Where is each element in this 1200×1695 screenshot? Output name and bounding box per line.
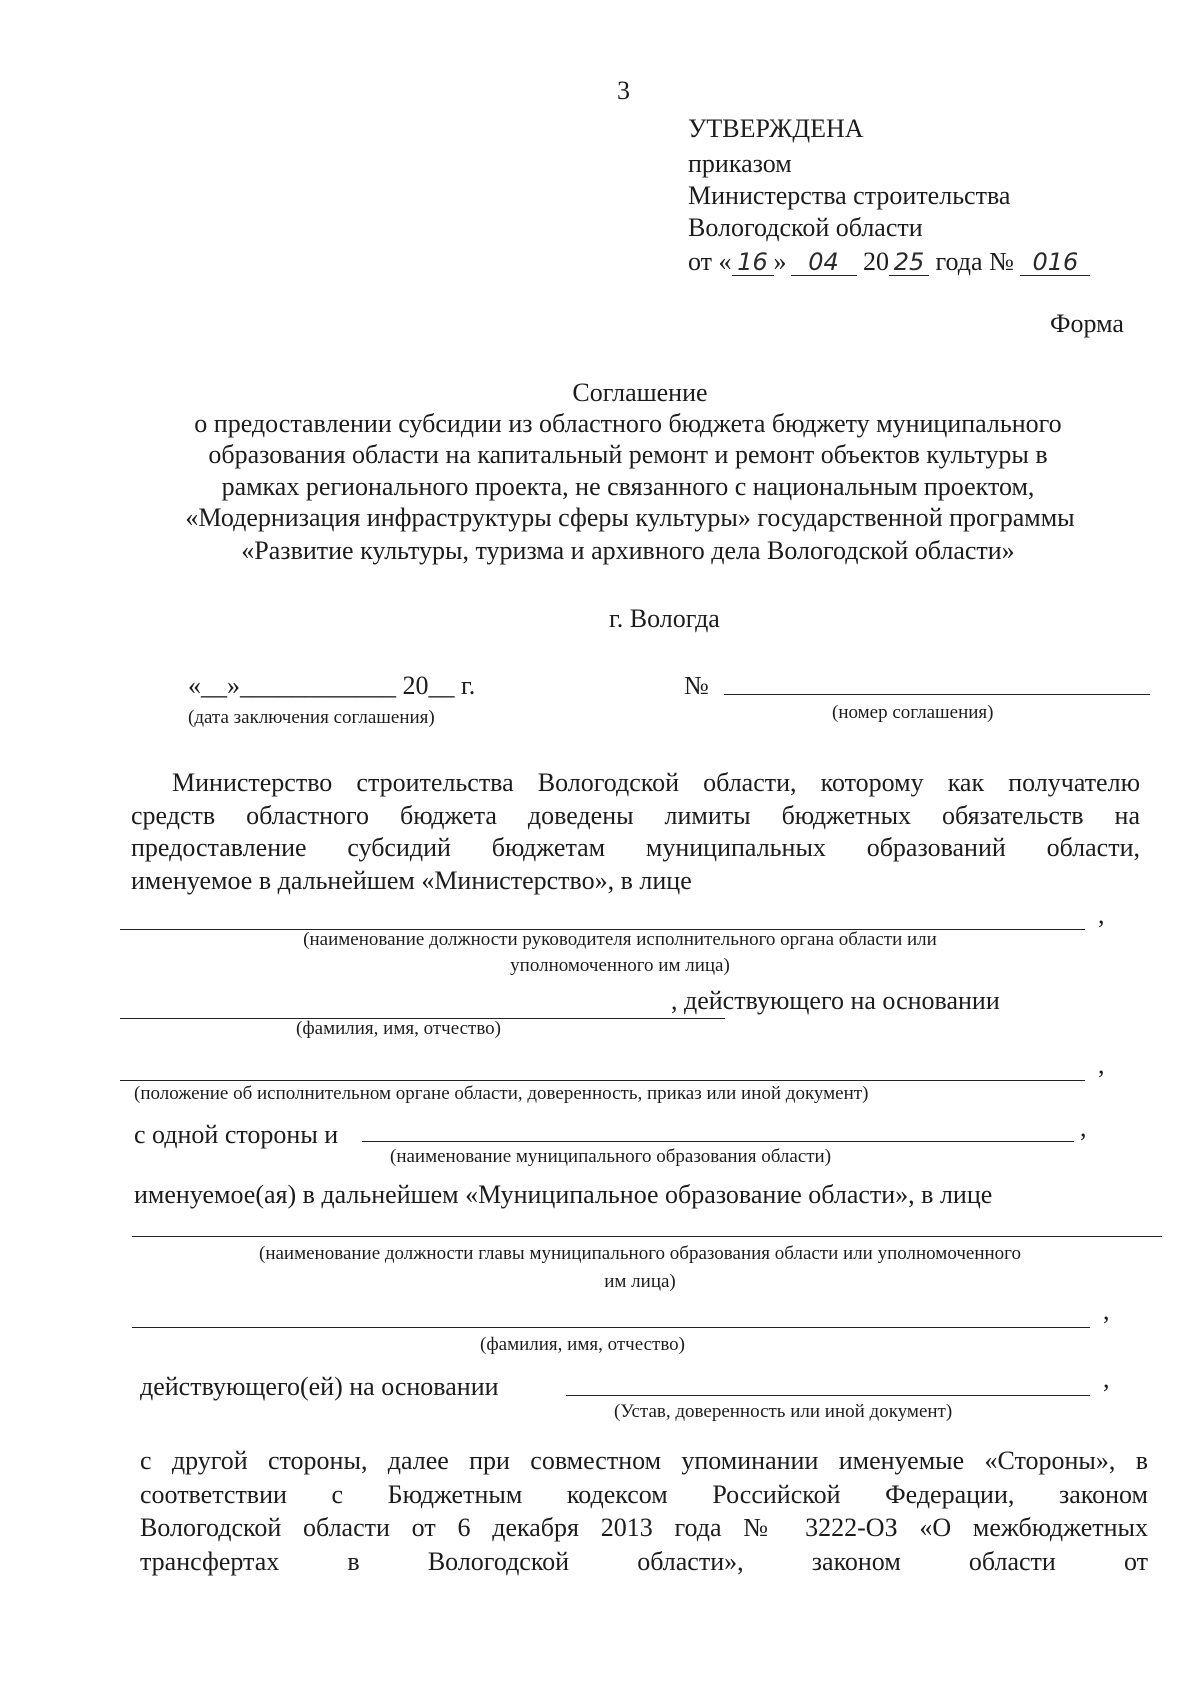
agreement-date: «__»____________ 20__ г. [188, 671, 476, 700]
approval-date-line [688, 247, 1090, 277]
title-line5: «Развитие культуры, туризма и архивного дела Вологодской области» [241, 536, 1015, 565]
p2-line4: трансфертах в Вологодской области», законом области от [140, 1547, 1148, 1576]
caption-position1-l2: уполномоченного им лица) [510, 955, 730, 976]
blank-line-fio2 [132, 1327, 1090, 1328]
approval-year-suffix: 25 [889, 249, 929, 276]
p1-line4: именуемое в дальнейшем «Министерство», в лице [131, 866, 692, 895]
acting-on-basis-2: действующего(ей) на основании [140, 1372, 499, 1401]
title-line2: образования области на капитальный ремонт и ремонт объектов культуры в [208, 440, 1048, 469]
approval-year-word: года № [935, 247, 1014, 276]
approval-month: 04 [791, 249, 857, 276]
approval-line2: Министерства строительства [688, 181, 1011, 210]
caption-head-l2: им лица) [604, 1271, 676, 1292]
comma-5: , [1103, 1364, 1110, 1393]
blank-line-mo [362, 1141, 1074, 1142]
caption-doc2: (Устав, доверенность или иной документ) [614, 1401, 953, 1422]
caption-fio1: (фамилия, имя, отчество) [296, 1018, 502, 1039]
approval-number: 016 [1020, 249, 1090, 276]
approval-title: УТВЕРЖДЕНА [688, 114, 864, 143]
blank-line-doc1 [120, 1080, 1085, 1081]
agreement-number-caption: (номер соглашения) [832, 702, 994, 723]
title-line1: о предоставлении субсидии из областного бюджета бюджету муниципального [194, 409, 1062, 438]
approval-from: от « [688, 247, 732, 276]
title-line4: «Модернизация инфраструктуры сферы культуры» государственной программы [185, 503, 1075, 532]
comma-4: , [1103, 1296, 1110, 1325]
approval-quote: » [773, 247, 787, 276]
acting-on-basis: , действующего на основании [671, 986, 1000, 1015]
approval-year-prefix: 20 [863, 247, 890, 276]
caption-position1-l1: (наименование должности руководителя исполнительного органа области или [303, 929, 937, 950]
approval-day: 16 [732, 249, 774, 276]
p2-line3: Вологодской области от 6 декабря 2013 года № 3222-ОЗ «О межбюджетных [140, 1513, 1148, 1542]
title-line3: рамках регионального проекта, не связанного с национальным проектом, [221, 472, 1035, 501]
agreement-number-sign: № [684, 671, 709, 700]
page-number: 3 [617, 76, 630, 105]
approval-line1: приказом [688, 149, 792, 178]
caption-fio2: (фамилия, имя, отчество) [480, 1334, 686, 1355]
comma-3: , [1080, 1113, 1087, 1142]
agreement-date-caption: (дата заключения соглашения) [188, 707, 435, 728]
form-label: Форма [1050, 309, 1124, 338]
blank-line-head [132, 1236, 1162, 1237]
approval-line3: Вологодской области [688, 213, 923, 242]
comma-1: , [1098, 900, 1105, 929]
document-heading: Соглашение [572, 378, 708, 407]
p1-line2: средств областного бюджета доведены лимиты бюджетных обязательств на [131, 801, 1140, 830]
p2-line1: с другой стороны, далее при совместном упоминании именуемые «Стороны», в [140, 1446, 1148, 1475]
p2-line2: соответствии с Бюджетным кодексом Российской Федерации, законом [140, 1480, 1148, 1509]
p1-line3: предоставление субсидий бюджетам муниципальных образований области, [131, 833, 1140, 862]
p1-line1: Министерство строительства Вологодской области, которому как получателю [172, 768, 1140, 797]
comma-2: , [1098, 1050, 1105, 1079]
caption-mo: (наименование муниципального образования области) [390, 1146, 832, 1167]
caption-doc1: (положение об исполнительном органе области, доверенность, приказ или иной документ) [134, 1083, 869, 1104]
one-side-label: с одной стороны и [134, 1120, 339, 1149]
caption-head-l1: (наименование должности главы муниципального образования области или уполномоченного [259, 1243, 1021, 1264]
blank-line-doc2 [566, 1395, 1090, 1396]
named-mo: именуемое(ая) в дальнейшем «Муниципальное образование области», в лице [134, 1180, 993, 1209]
agreement-number-line [724, 694, 1150, 695]
city: г. Вологда [609, 604, 720, 633]
